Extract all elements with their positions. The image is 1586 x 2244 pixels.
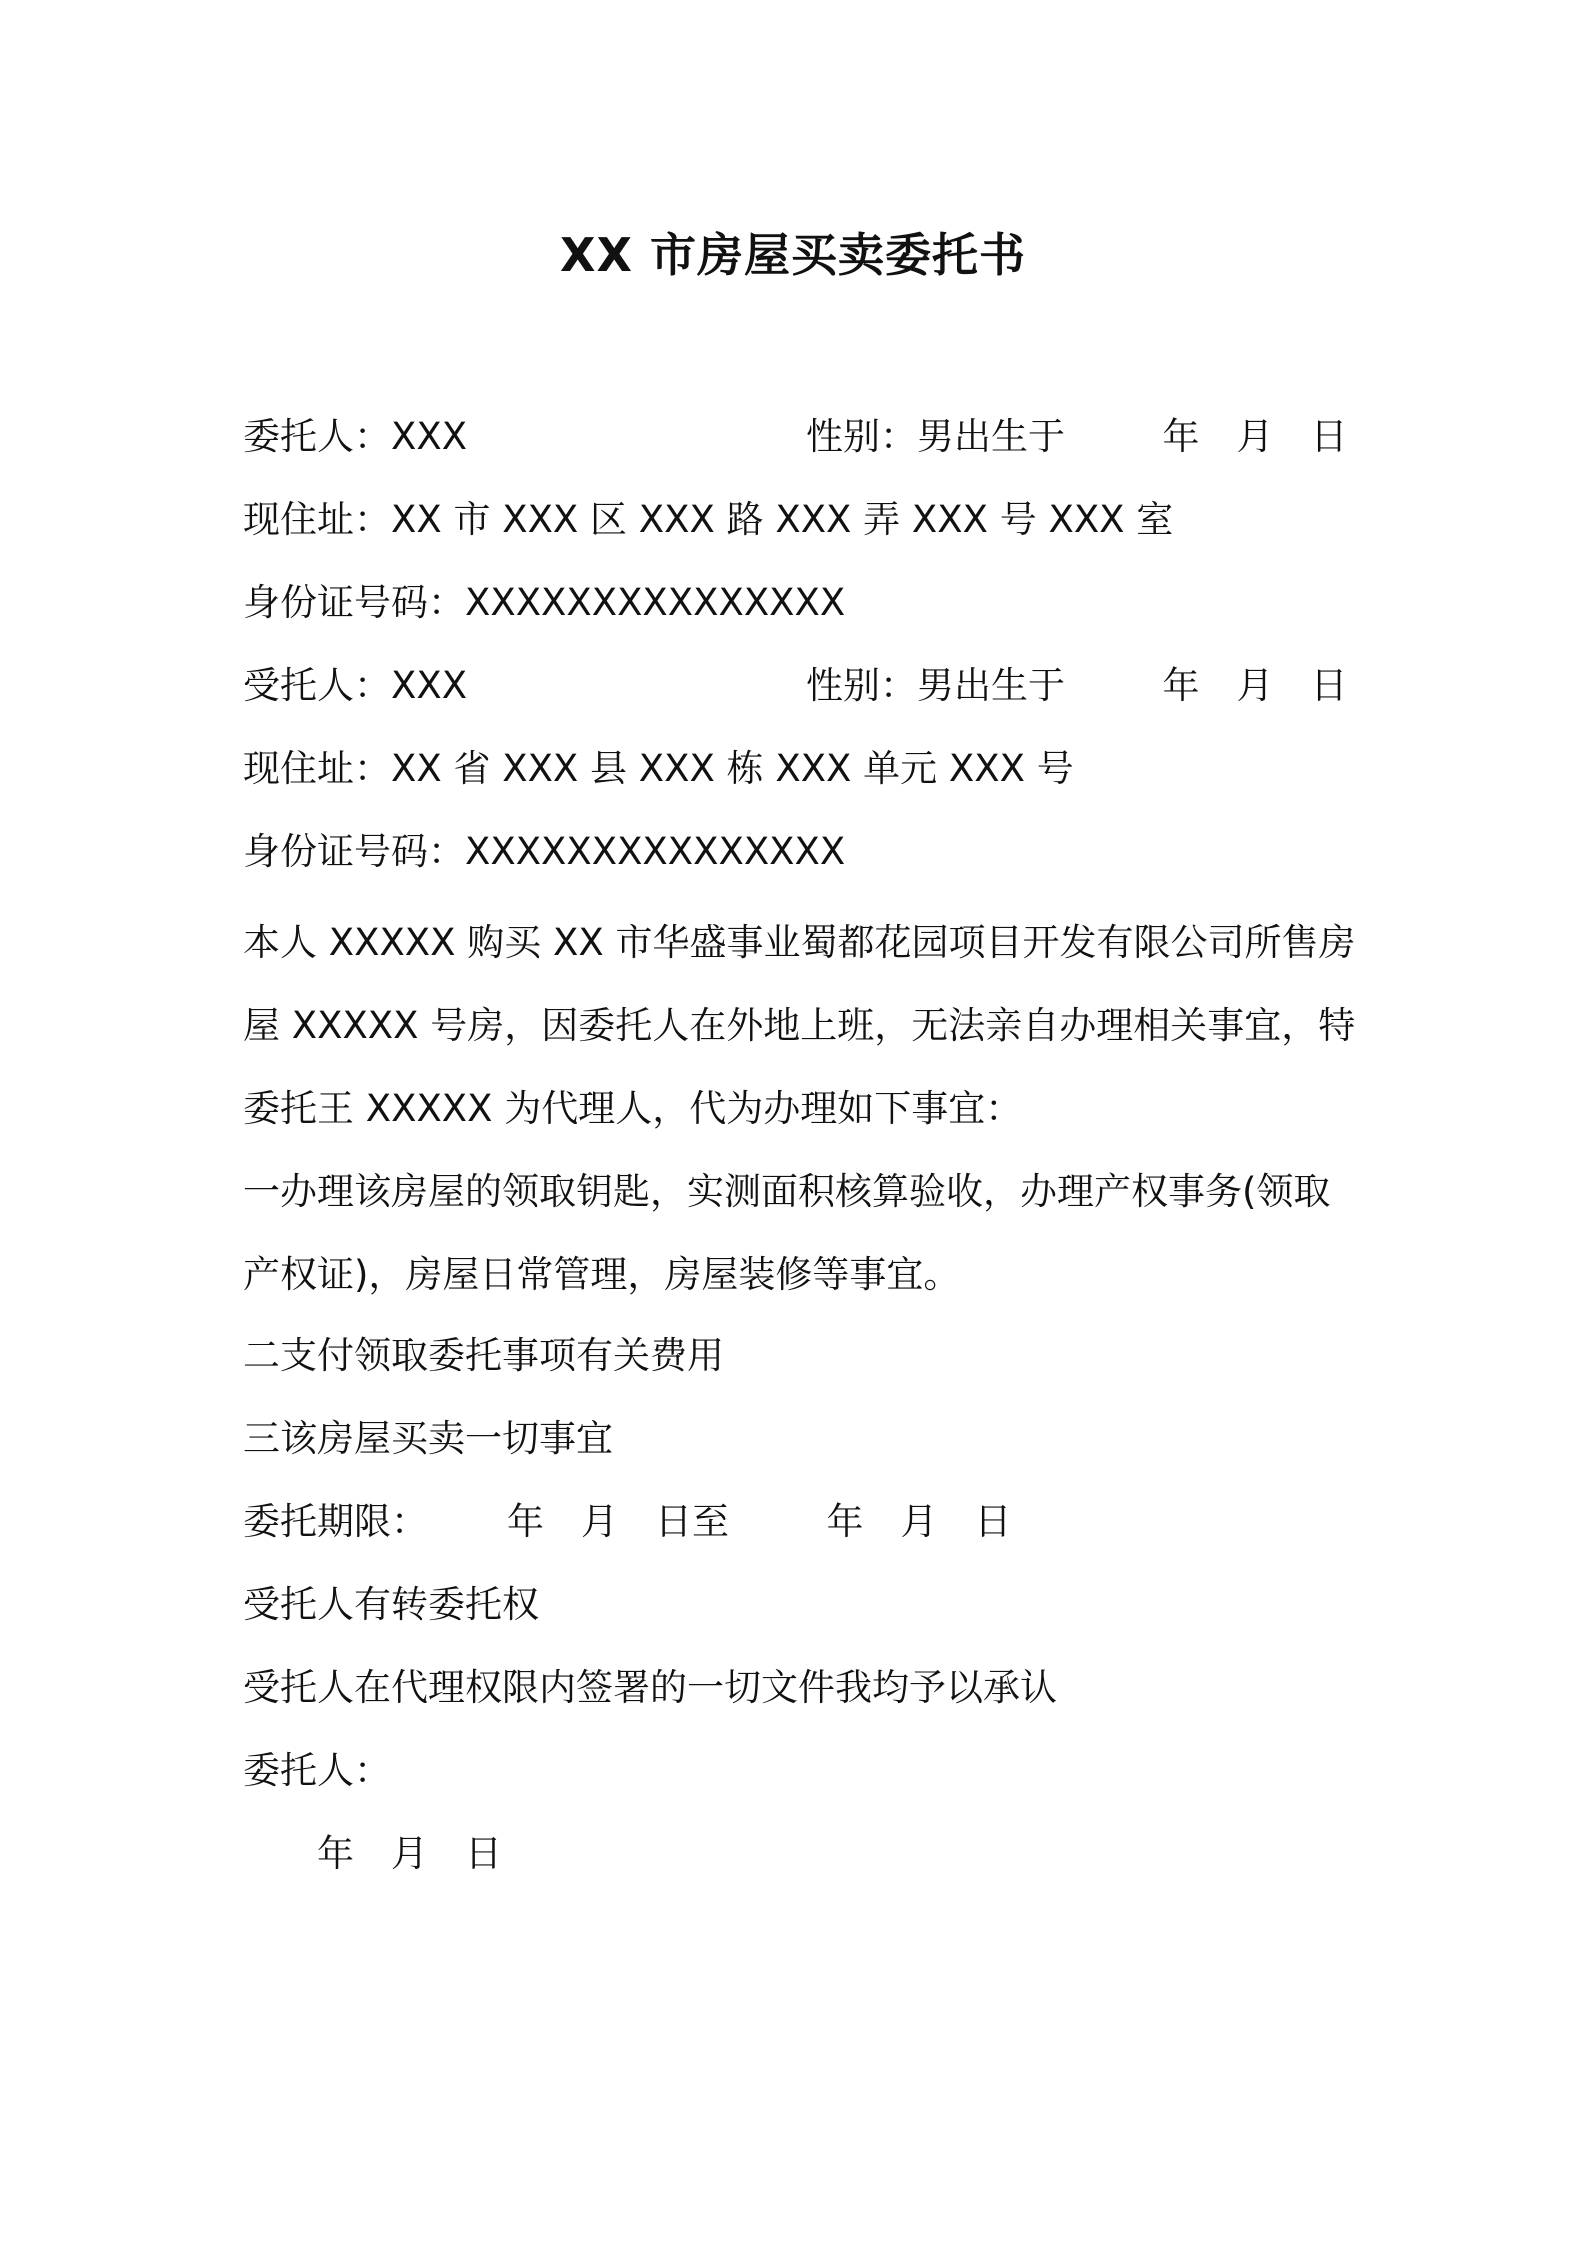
item-one — [243, 1150, 1353, 1316]
agent-info-row — [243, 661, 1348, 711]
signature-label: 委托人： — [243, 1749, 391, 1792]
item-two: 二支付领取委托事项有关费用 — [243, 1334, 724, 1377]
principal-gender-birth: 性别：男出生于 年 月 日 — [806, 415, 1348, 458]
agent-address: 现住址：XX 省 XXX 县 XXX 栋 XXX 单元 XXX 号 — [243, 747, 1074, 790]
agent-name: 受托人：XXX — [243, 664, 468, 707]
principal-info-row — [243, 412, 1348, 462]
delegation-paragraph — [243, 901, 1356, 1150]
item-three: 三该房屋买卖一切事宜 — [243, 1417, 613, 1460]
signature-date: 年 月 日 — [317, 1832, 502, 1875]
paragraph-line: 委托王 XXXXX 为代理人，代为办理如下事宜： — [243, 1087, 1023, 1130]
principal-name: 委托人：XXX — [243, 415, 468, 458]
document-title: XX 市房屋买卖委托书 — [560, 228, 1026, 282]
agent-id-number: 身份证号码：XXXXXXXXXXXXXXX — [243, 830, 846, 873]
paragraph-line: 一办理该房屋的领取钥匙，实测面积核算验收，办理产权事务(领取 — [243, 1170, 1331, 1213]
sub-delegation-line: 受托人有转委托权 — [243, 1583, 539, 1626]
principal-id-number: 身份证号码：XXXXXXXXXXXXXXX — [243, 581, 846, 624]
paragraph-line: 屋 XXXXX 号房，因委托人在外地上班，无法亲自办理相关事宜，特 — [243, 1004, 1356, 1047]
paragraph-line: 本人 XXXXX 购买 XX 市华盛事业蜀都花园项目开发有限公司所售房 — [243, 921, 1356, 964]
paragraph-line: 产权证)，房屋日常管理，房屋装修等事宜。 — [243, 1253, 961, 1296]
principal-address: 现住址：XX 市 XXX 区 XXX 路 XXX 弄 XXX 号 XXX 室 — [243, 498, 1174, 541]
agent-gender-birth: 性别：男出生于 年 月 日 — [806, 664, 1348, 707]
term-line: 委托期限： 年 月 日至 年 月 日 — [243, 1500, 1012, 1543]
acknowledgement-line: 受托人在代理权限内签署的一切文件我均予以承认 — [243, 1666, 1057, 1709]
